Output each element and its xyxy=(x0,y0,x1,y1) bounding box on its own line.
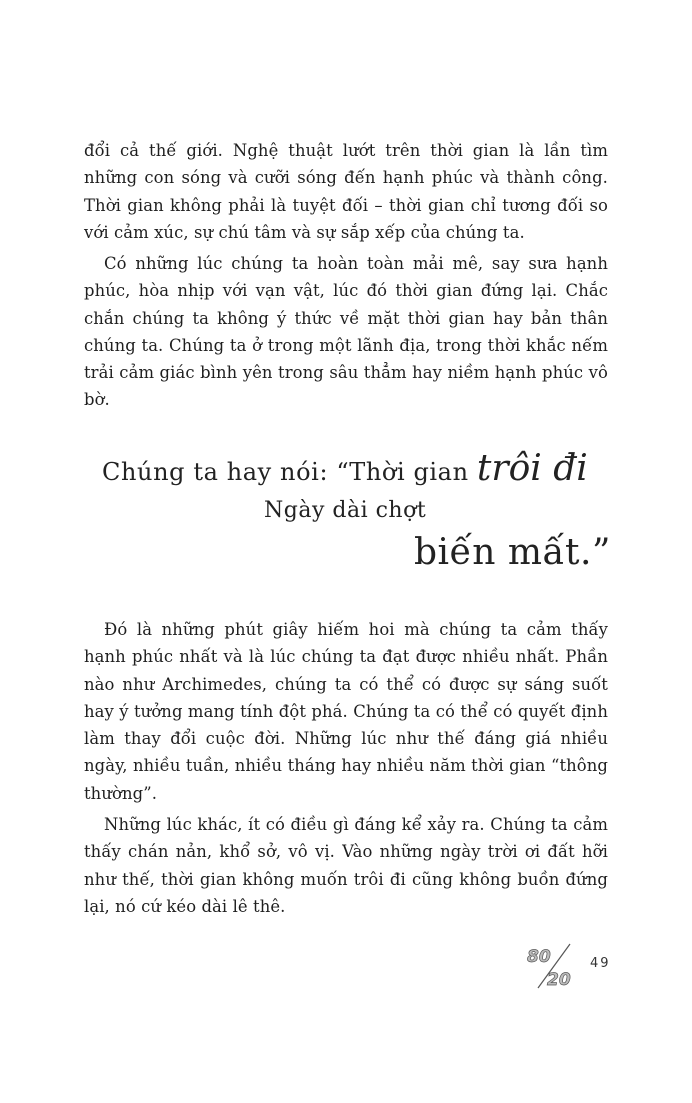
page-number: 49 xyxy=(590,956,611,971)
pull-quote-line-2: Ngày dài chợt xyxy=(264,498,427,523)
logo-top-number: 80 xyxy=(527,947,551,967)
paragraph-4: Những lúc khác, ít có điều gì đáng kể xảy ra. Chúng ta cảm thấy chán nản, khổ sở, vô vị. Vào những ngày trời ơi đất hỡi như thế, thời gian không muốn trôi đi cũng không buồn đứng lại, nó cứ kéo dài lê thê. xyxy=(84,815,608,916)
pull-quote-line-1 xyxy=(102,448,588,489)
paragraph-1: đổi cả thế giới. Nghệ thuật lướt trên thời gian là lần tìm những con sóng và cưỡi sóng đến hạnh phúc và thành công. Thời gian không phải là tuyệt đối – thời gian chỉ tương đối so với cảm xúc, sự chú tâm và sự sắp xếp của chúng ta. xyxy=(84,141,608,242)
book-logo xyxy=(524,942,580,990)
logo-bottom-number: 20 xyxy=(547,970,571,990)
pull-quote-emphasis: trôi đi xyxy=(476,448,588,489)
pull-quote-line-3: biến mất.” xyxy=(414,532,611,573)
pull-quote-prefix: Chúng ta hay nói: “Thời gian xyxy=(102,458,477,486)
paragraph-3: Đó là những phút giây hiếm hoi mà chúng ta cảm thấy hạnh phúc nhất và là lúc chúng ta đạt được nhiều nhất. Phần nào như Archimedes, chúng ta có thể có được sự sáng suốt hay ý tưởng mang tính đột phá. Chúng ta có thể có quyết định làm thay đổi cuộc đời. Những lúc như thế đáng giá nhiều ngày, nhiều tuần, nhiều tháng hay nhiều năm thời gian “thông thường”. xyxy=(84,620,608,803)
paragraph-2: Có những lúc chúng ta hoàn toàn mải mê, say sưa hạnh phúc, hòa nhịp với vạn vật, lúc đó thời gian đứng lại. Chắc chắn chúng ta không ý thức về mặt thời gian hay bản thân chúng ta. Chúng ta ở trong một lãnh địa, trong thời khắc nếm trải cảm giác bình yên trong sâu thẳm hay niềm hạnh phúc vô bờ. xyxy=(84,254,608,410)
